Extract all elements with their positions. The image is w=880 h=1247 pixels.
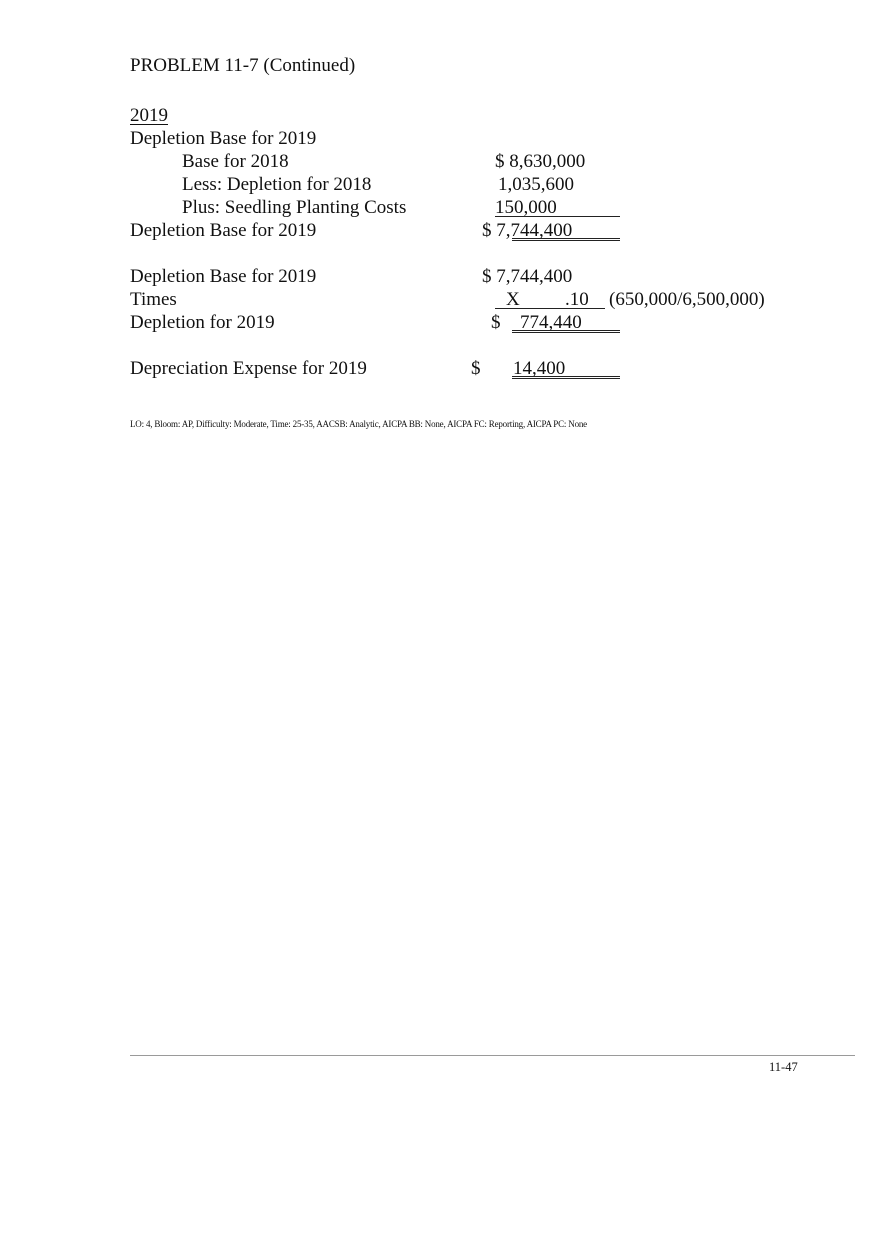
learning-objective-footnote: LO: 4, Bloom: AP, Difficulty: Moderate, Time: 25-35, AACSB: Analytic, AICPA BB: None, AICPA FC: Reporting, AICPA PC: None bbox=[130, 419, 587, 429]
depletion-base-total-value: $ 7,744,400 bbox=[482, 220, 573, 241]
less-depletion-value: 1,035,600 bbox=[498, 174, 574, 195]
total-double-underline bbox=[512, 238, 620, 241]
depreciation-expense-label: Depreciation Expense for 2019 bbox=[130, 358, 367, 379]
depletion-2019-value: 774,440 bbox=[520, 312, 582, 333]
times-rate: .10 bbox=[565, 289, 589, 310]
page-title: PROBLEM 11-7 (Continued) bbox=[130, 55, 356, 76]
depreciation-expense-value: 14,400 bbox=[513, 358, 566, 379]
times-rate-note: (650,000/6,500,000) bbox=[609, 289, 765, 310]
depletion-base-label-2: Depletion Base for 2019 bbox=[130, 266, 317, 287]
depletion-base-value-2: $ 7,744,400 bbox=[482, 266, 573, 287]
base-2018-value: $ 8,630,000 bbox=[495, 151, 586, 172]
base-2018-label: Base for 2018 bbox=[182, 151, 289, 172]
plus-seedling-value: 150,000 bbox=[495, 197, 557, 218]
depletion-base-heading: Depletion Base for 2019 bbox=[130, 128, 317, 149]
footer-divider bbox=[130, 1055, 855, 1056]
year-heading: 2019 bbox=[130, 105, 168, 126]
plus-seedling-label: Plus: Seedling Planting Costs bbox=[182, 197, 407, 218]
depletion-base-total-label: Depletion Base for 2019 bbox=[130, 220, 317, 241]
times-label: Times bbox=[130, 289, 177, 310]
depreciation-double-underline bbox=[512, 376, 620, 379]
less-depletion-label: Less: Depletion for 2018 bbox=[182, 174, 372, 195]
depletion-2019-dollar: $ bbox=[491, 312, 501, 333]
times-underline bbox=[495, 308, 605, 309]
depletion-2019-label: Depletion for 2019 bbox=[130, 312, 275, 333]
depreciation-expense-dollar: $ bbox=[471, 358, 481, 379]
subtotal-underline bbox=[495, 216, 620, 217]
page-number: 11-47 bbox=[769, 1060, 798, 1074]
times-multiplier-x: X bbox=[506, 289, 520, 310]
depletion-double-underline bbox=[512, 330, 620, 333]
